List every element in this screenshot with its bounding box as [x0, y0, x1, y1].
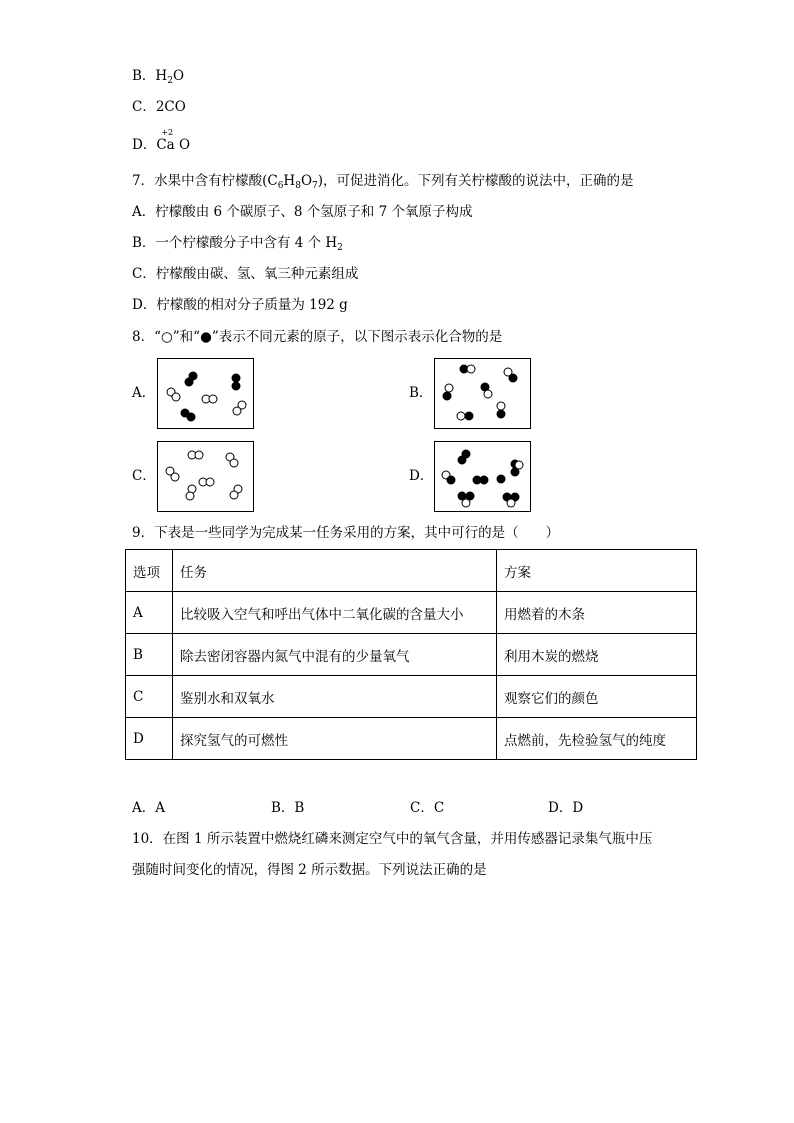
q9-answer-a: A．A: [132, 800, 165, 816]
q6-option-d: D． +2 Ca O: [132, 128, 191, 153]
q8-label-d: D．: [409, 468, 434, 484]
header-cell: 方案: [497, 550, 697, 592]
q9-answer-c: C．C: [410, 800, 445, 816]
table-header-row: [126, 550, 697, 592]
header-cell: 任务: [173, 550, 497, 592]
q7-option-d: D．柠檬酸的相对分子质量为 192 g: [132, 297, 348, 313]
q9-stem: 9．下表是一些同学为完成某一任务采用的方案，其中可行的是（ ）: [132, 525, 560, 541]
table-cell: 观察它们的颜色: [497, 676, 697, 718]
table-cell: 比较吸入空气和呼出气体中二氧化碳的含量大小: [173, 592, 497, 634]
q8-label-b: B．: [409, 385, 433, 401]
q8-diagram-c: [157, 441, 254, 512]
q8-diagram-d: [434, 441, 531, 512]
q7-option-a: A．柠檬酸由 6 个碳原子、8 个氢原子和 7 个氧原子构成: [132, 204, 473, 220]
table-cell: B: [126, 634, 173, 676]
q8-diagram-a: [157, 358, 254, 429]
q8-stem: 8．“○”和“●”表示不同元素的原子，以下图示表示化合物的是: [132, 329, 503, 345]
table-cell: 利用木炭的燃烧: [497, 634, 697, 676]
q9-answer-b: B．B: [271, 800, 305, 816]
table-row: [126, 592, 697, 634]
table-cell: C: [126, 676, 173, 718]
q8-diagram-b: [434, 358, 531, 429]
q8-label-a: A．: [132, 385, 156, 401]
table-cell: 点燃前，先检验氢气的纯度: [497, 718, 697, 760]
q9-table: [125, 549, 697, 760]
q9-answer-d: D．D: [548, 800, 584, 816]
table-row: [126, 718, 697, 760]
q10-stem-line1: 10．在图 1 所示装置中燃烧红磷来测定空气中的氧气含量，并用传感器记录集气瓶中压: [132, 831, 653, 847]
q7-stem: 7．水果中含有柠檬酸$(C_6H_8O_7)$，可促进消化。下列有关柠檬酸的说法中，正确的是: [132, 173, 634, 191]
q6-option-b: B．$H_2O$: [132, 68, 185, 86]
q8-label-c: C．: [132, 468, 156, 484]
q10-stem-line2: 强随时间变化的情况，得图 2 所示数据。下列说法正确的是: [132, 862, 487, 878]
valence-mark: +2: [161, 128, 174, 137]
table-cell: 用燃着的木条: [497, 592, 697, 634]
table-row: [126, 676, 697, 718]
table-cell: A: [126, 592, 173, 634]
header-cell: 选项: [126, 550, 173, 592]
table-cell: D: [126, 718, 173, 760]
table-cell: 探究氢气的可燃性: [173, 718, 497, 760]
q6-option-c: C．2CO: [132, 99, 186, 115]
table-cell: 除去密闭容器内氮气中混有的少量氧气: [173, 634, 497, 676]
q7-option-c: C．柠檬酸由碳、氢、氧三种元素组成: [132, 266, 359, 282]
q7-option-b: B．一个柠檬酸分子中含有 4 个 $H_2$: [132, 235, 343, 253]
table-cell: 鉴别水和双氧水: [173, 676, 497, 718]
table-row: [126, 634, 697, 676]
